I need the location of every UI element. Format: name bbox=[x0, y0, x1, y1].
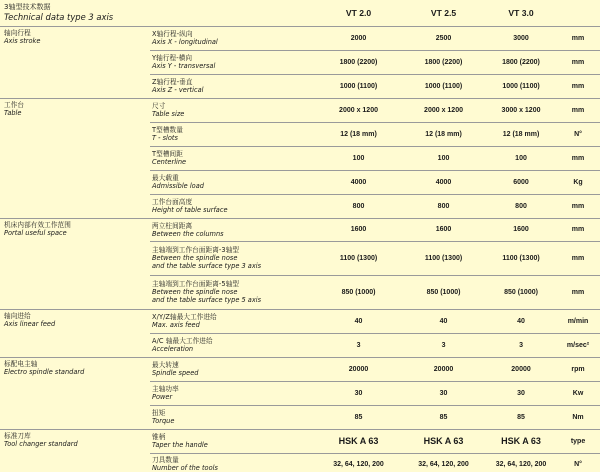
model-vt25-header: VT 2.5 bbox=[401, 0, 486, 26]
table-row: Z轴行程-垂直 Axis Z - vertical 1000 (1100) 1000 (1100) 1000 (1100) mm bbox=[0, 74, 600, 98]
group-portal-useful-space: 机床内部有效工作范围 Portal useful space bbox=[0, 218, 150, 309]
table-row: 主轴端到工作台面距离-3轴型 Between the spindle nose and the table surface type 3 axis 1100 (1300) 1100 (1300) 1100 (1300) mm bbox=[0, 241, 600, 275]
param-label: X轴行程-纵向 Axis X - longitudinal bbox=[150, 26, 316, 50]
unit-cell: mm bbox=[556, 26, 600, 50]
table-row: 工作台 Table 尺寸 Table size 2000 x 1200 2000 x 1200 3000 x 1200 mm bbox=[0, 98, 600, 122]
table-row: T型槽间距 Centerline 100 100 100 mm bbox=[0, 146, 600, 170]
table-row: Y轴行程-横向 Axis Y - transversal 1800 (2200) 1800 (2200) 1800 (2200) mm bbox=[0, 50, 600, 74]
table-row: 主轴端到工作台面距离-5轴型 Between the spindle nose and the table surface type 5 axis 850 (1000) 850 (1000) 850 (1000) mm bbox=[0, 275, 600, 309]
table-row: 标配电主轴 Electro spindle standard 最大转速 Spindle speed 20000 20000 20000 rpm bbox=[0, 357, 600, 381]
table-title bbox=[0, 0, 316, 26]
table-row: 机床内部有效工作范围 Portal useful space 两立柱间距离 Between the columns 1600 1600 1600 mm bbox=[0, 218, 600, 241]
model-vt20-header: VT 2.0 bbox=[316, 0, 401, 26]
model-vt30-header: VT 3.0 bbox=[486, 0, 556, 26]
table-row bbox=[0, 26, 600, 50]
value-cell: 2000 bbox=[316, 26, 401, 50]
group-axis-stroke: 轴向行程 Axis stroke bbox=[0, 26, 150, 98]
group-electro-spindle: 标配电主轴 Electro spindle standard bbox=[0, 357, 150, 429]
table-row: A/C 轴最大工作进给 Acceleration 3 3 3 m/sec² bbox=[0, 333, 600, 357]
table-row: 刀具数量 Number of the tools 32, 64, 120, 200 32, 64, 120, 200 32, 64, 120, 200 N° bbox=[152, 456, 582, 472]
table-row: 主轴功率 Power 30 30 30 Kw bbox=[0, 381, 600, 405]
table-row: T型槽数量 T - slots 12 (18 mm) 12 (18 mm) 12 (18 mm) N° bbox=[0, 122, 600, 146]
table-row: 最大载重 Admissible load 4000 4000 6000 Kg bbox=[0, 170, 600, 194]
value-cell: 2500 bbox=[401, 26, 486, 50]
table-row: 扭矩 Torque 85 85 85 Nm bbox=[0, 405, 600, 429]
group-axis-linear-feed: 轴向进给 Axis linear feed bbox=[0, 309, 150, 357]
table-row: 标准刀库 Tool changer standard 锥柄 Taper the handle HSK A 63 HSK A 63 HSK A 63 type bbox=[0, 429, 600, 453]
group-tool-changer: 标准刀库 Tool changer standard bbox=[0, 429, 150, 472]
group-table: 工作台 Table bbox=[0, 98, 150, 218]
value-cell: 3000 bbox=[486, 26, 556, 50]
table-title-cn: 3轴型技术数据 bbox=[4, 3, 51, 12]
table-row: 轴向进给 Axis linear feed X/Y/Z轴最大工作进给 Max. axis feed 40 40 40 m/min bbox=[0, 309, 600, 333]
table-title-en: Technical data type 3 axis bbox=[4, 12, 114, 23]
table-row: 工作台面高度 Height of table surface 800 800 800 mm bbox=[0, 194, 600, 218]
header-row bbox=[0, 0, 600, 26]
